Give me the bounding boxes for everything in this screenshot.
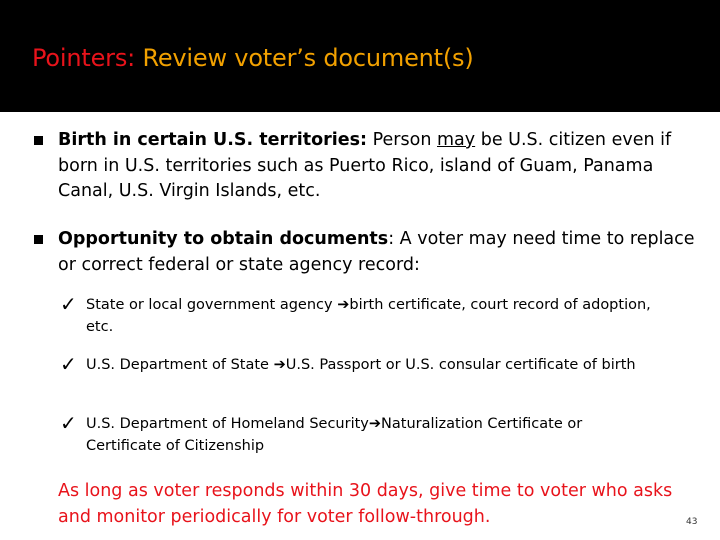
checkmark-icon: ✓ — [60, 292, 77, 316]
arrow-right-icon: ➔ — [273, 357, 286, 373]
check-text — [86, 355, 660, 377]
bullet-heading: Opportunity to obtain documents — [58, 229, 389, 249]
check-document: U.S. Passport or U.S. consular certificate of birth — [285, 357, 636, 373]
arrow-right-icon: ➔ — [337, 297, 350, 313]
page-number: 43 — [686, 517, 698, 527]
check-text — [86, 414, 660, 457]
check-item — [60, 292, 660, 338]
check-source: U.S. Department of Homeland Security — [86, 416, 369, 432]
square-bullet-icon — [34, 235, 43, 244]
title-main: Review voter’s document(s) — [142, 44, 474, 72]
arrow-right-icon: ➔ — [368, 416, 382, 432]
check-document: Naturalization Certificate or Certificate of Citizenship — [86, 416, 583, 454]
bullet-body-after: be U.S. citizen even if born in U.S. territories such as Puerto Rico, island of Guam, Panama Canal, U.S. Virgin Islands, etc. — [58, 130, 672, 201]
check-source: U.S. Department of State — [86, 357, 274, 373]
bullet-body-before: Person — [372, 130, 432, 150]
bullet-obtain-documents — [34, 227, 706, 278]
bullet-heading: Birth in certain U.S. territories: — [58, 130, 368, 150]
bullet-text — [58, 227, 706, 278]
check-document: birth certificate, court record of adoption, etc. — [86, 297, 651, 335]
slide-title — [32, 44, 474, 72]
square-bullet-icon — [34, 136, 43, 145]
title-prefix: Pointers: — [32, 44, 136, 72]
check-item — [60, 352, 660, 377]
bullet-underlined-word: may — [437, 130, 476, 150]
check-text — [86, 295, 660, 338]
bullet-birth-territories — [34, 128, 706, 205]
slide-header — [0, 0, 720, 112]
check-item — [60, 411, 660, 457]
bullet-text — [58, 128, 706, 205]
check-source: State or local government agency — [86, 297, 338, 313]
closing-statement: As long as voter responds within 30 days, give time to voter who asks and monitor periodically for voter follow-through. — [58, 481, 673, 527]
bullet-body: : A voter may need time to replace or correct federal or state agency record: — [58, 229, 695, 275]
checkmark-icon: ✓ — [60, 352, 77, 376]
checkmark-icon: ✓ — [60, 411, 77, 435]
